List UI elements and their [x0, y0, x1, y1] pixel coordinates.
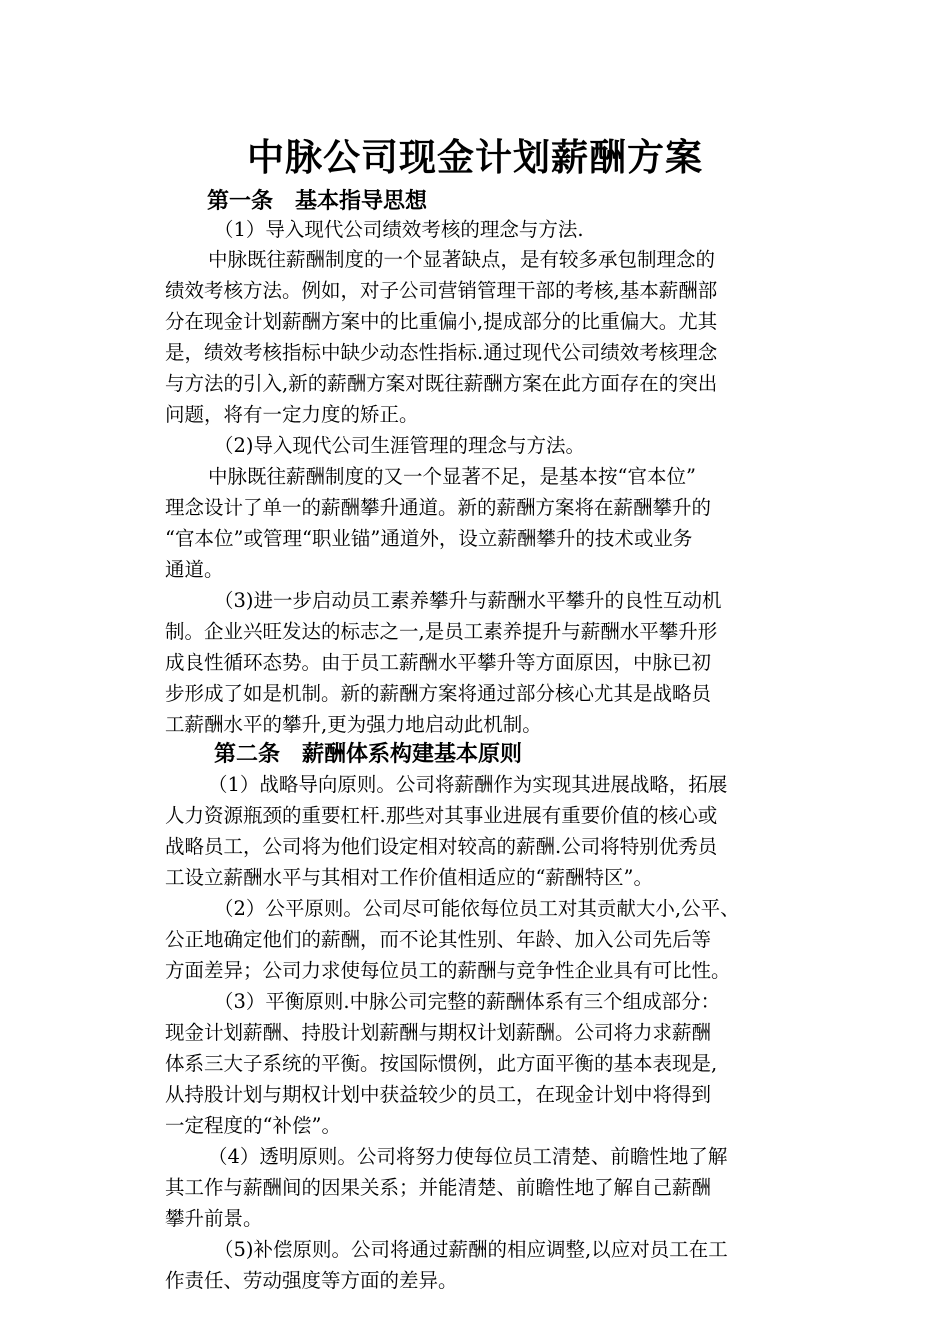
article-2-line: 一定程度的“补偿”。	[165, 1114, 341, 1137]
article-2-line: 工设立薪酬水平与其相对工作价值相适应的“薪酬特区”。	[165, 866, 653, 889]
article-2-line: （4）透明原则。公司将努力使每位员工清楚、前瞻性地了解	[208, 1145, 728, 1168]
article-1-heading: 第一条 基本指导思想	[207, 189, 428, 214]
article-1-line: 理念设计了单一的薪酬攀升通道。新的薪酬方案将在薪酬攀升的	[165, 496, 712, 519]
article-2-heading: 第二条 薪酬体系构建基本原则	[214, 742, 523, 767]
article-2-line: （2）公平原则。公司尽可能依每位员工对其贡献大小,公平、	[214, 897, 740, 920]
article-1-line: 中脉既往薪酬制度的一个显著缺点，是有较多承包制理念的	[208, 248, 716, 271]
article-1-line: 绩效考核方法。例如，对子公司营销管理干部的考核,基本薪酬部	[165, 279, 718, 302]
article-1-line: （2)导入现代公司生涯管理的理念与方法。	[214, 434, 586, 457]
article-2-line: 攀升前景。	[165, 1207, 263, 1230]
article-2-line: （5)补偿原则。公司将通过薪酬的相应调整,以应对员工在工	[214, 1238, 728, 1261]
article-2-line: （3）平衡原则.中脉公司完整的薪酬体系有三个组成部分：	[214, 990, 721, 1013]
article-2-line: 公正地确定他们的薪酬，而不论其性别、年龄、加入公司先后等	[165, 928, 712, 951]
article-2-line: 其工作与薪酬间的因果关系；并能清楚、前瞻性地了解自己薪酬	[165, 1176, 712, 1199]
article-1-line: 是，绩效考核指标中缺少动态性指标.通过现代公司绩效考核理念	[165, 341, 718, 364]
article-2-line: 方面差异；公司力求使每位员工的薪酬与竞争性企业具有可比性。	[165, 959, 731, 982]
article-1-line: 分在现金计划薪酬方案中的比重偏小,提成部分的比重偏大。尤其	[165, 310, 718, 333]
document-title: 中脉公司现金计划薪酬方案	[247, 136, 703, 179]
article-1-line: 通道。	[165, 558, 224, 581]
article-2-line: 体系三大子系统的平衡。按国际惯例，此方面平衡的基本表现是,	[165, 1052, 718, 1075]
article-1-line: 工薪酬水平的攀升,更为强力地启动此机制。	[165, 713, 542, 736]
article-1-line: 制。企业兴旺发达的标志之一,是员工素养提升与薪酬水平攀升形	[165, 620, 718, 643]
article-1-line: 问题，将有一定力度的矫正。	[165, 403, 419, 426]
article-2-line: 从持股计划与期权计划中获益较少的员工，在现金计划中将得到	[165, 1083, 712, 1106]
article-2-line: （1）战略导向原则。公司将薪酬作为实现其进展战略，拓展	[208, 773, 728, 796]
article-1-line: （1）导入现代公司绩效考核的理念与方法.	[214, 218, 584, 241]
article-1-line: 与方法的引入,新的薪酬方案对既往薪酬方案在此方面存在的突出	[165, 372, 718, 395]
article-1-line: 成良性循环态势。由于员工薪酬水平攀升等方面原因，中脉已初	[165, 651, 712, 674]
article-2-line: 战略员工，公司将为他们设定相对较高的薪酬.公司将特别优秀员	[165, 835, 718, 858]
article-2-line: 作责任、劳动强度等方面的差异。	[165, 1269, 458, 1292]
article-1-line: 中脉既往薪酬制度的又一个显著不足，是基本按“官本位”	[208, 465, 696, 488]
article-2-line: 人力资源瓶颈的重要杠杆.那些对其事业进展有重要价值的核心或	[165, 804, 718, 827]
article-2-line: 现金计划薪酬、持股计划薪酬与期权计划薪酬。公司将力求薪酬	[165, 1021, 712, 1044]
article-1-line: 步形成了如是机制。新的薪酬方案将通过部分核心尤其是战略员	[165, 682, 712, 705]
article-1-line: （3)进一步启动员工素养攀升与薪酬水平攀升的良性互动机	[214, 589, 722, 612]
article-1-line: “官本位”或管理“职业锚”通道外，设立薪酬攀升的技术或业务	[165, 527, 693, 550]
